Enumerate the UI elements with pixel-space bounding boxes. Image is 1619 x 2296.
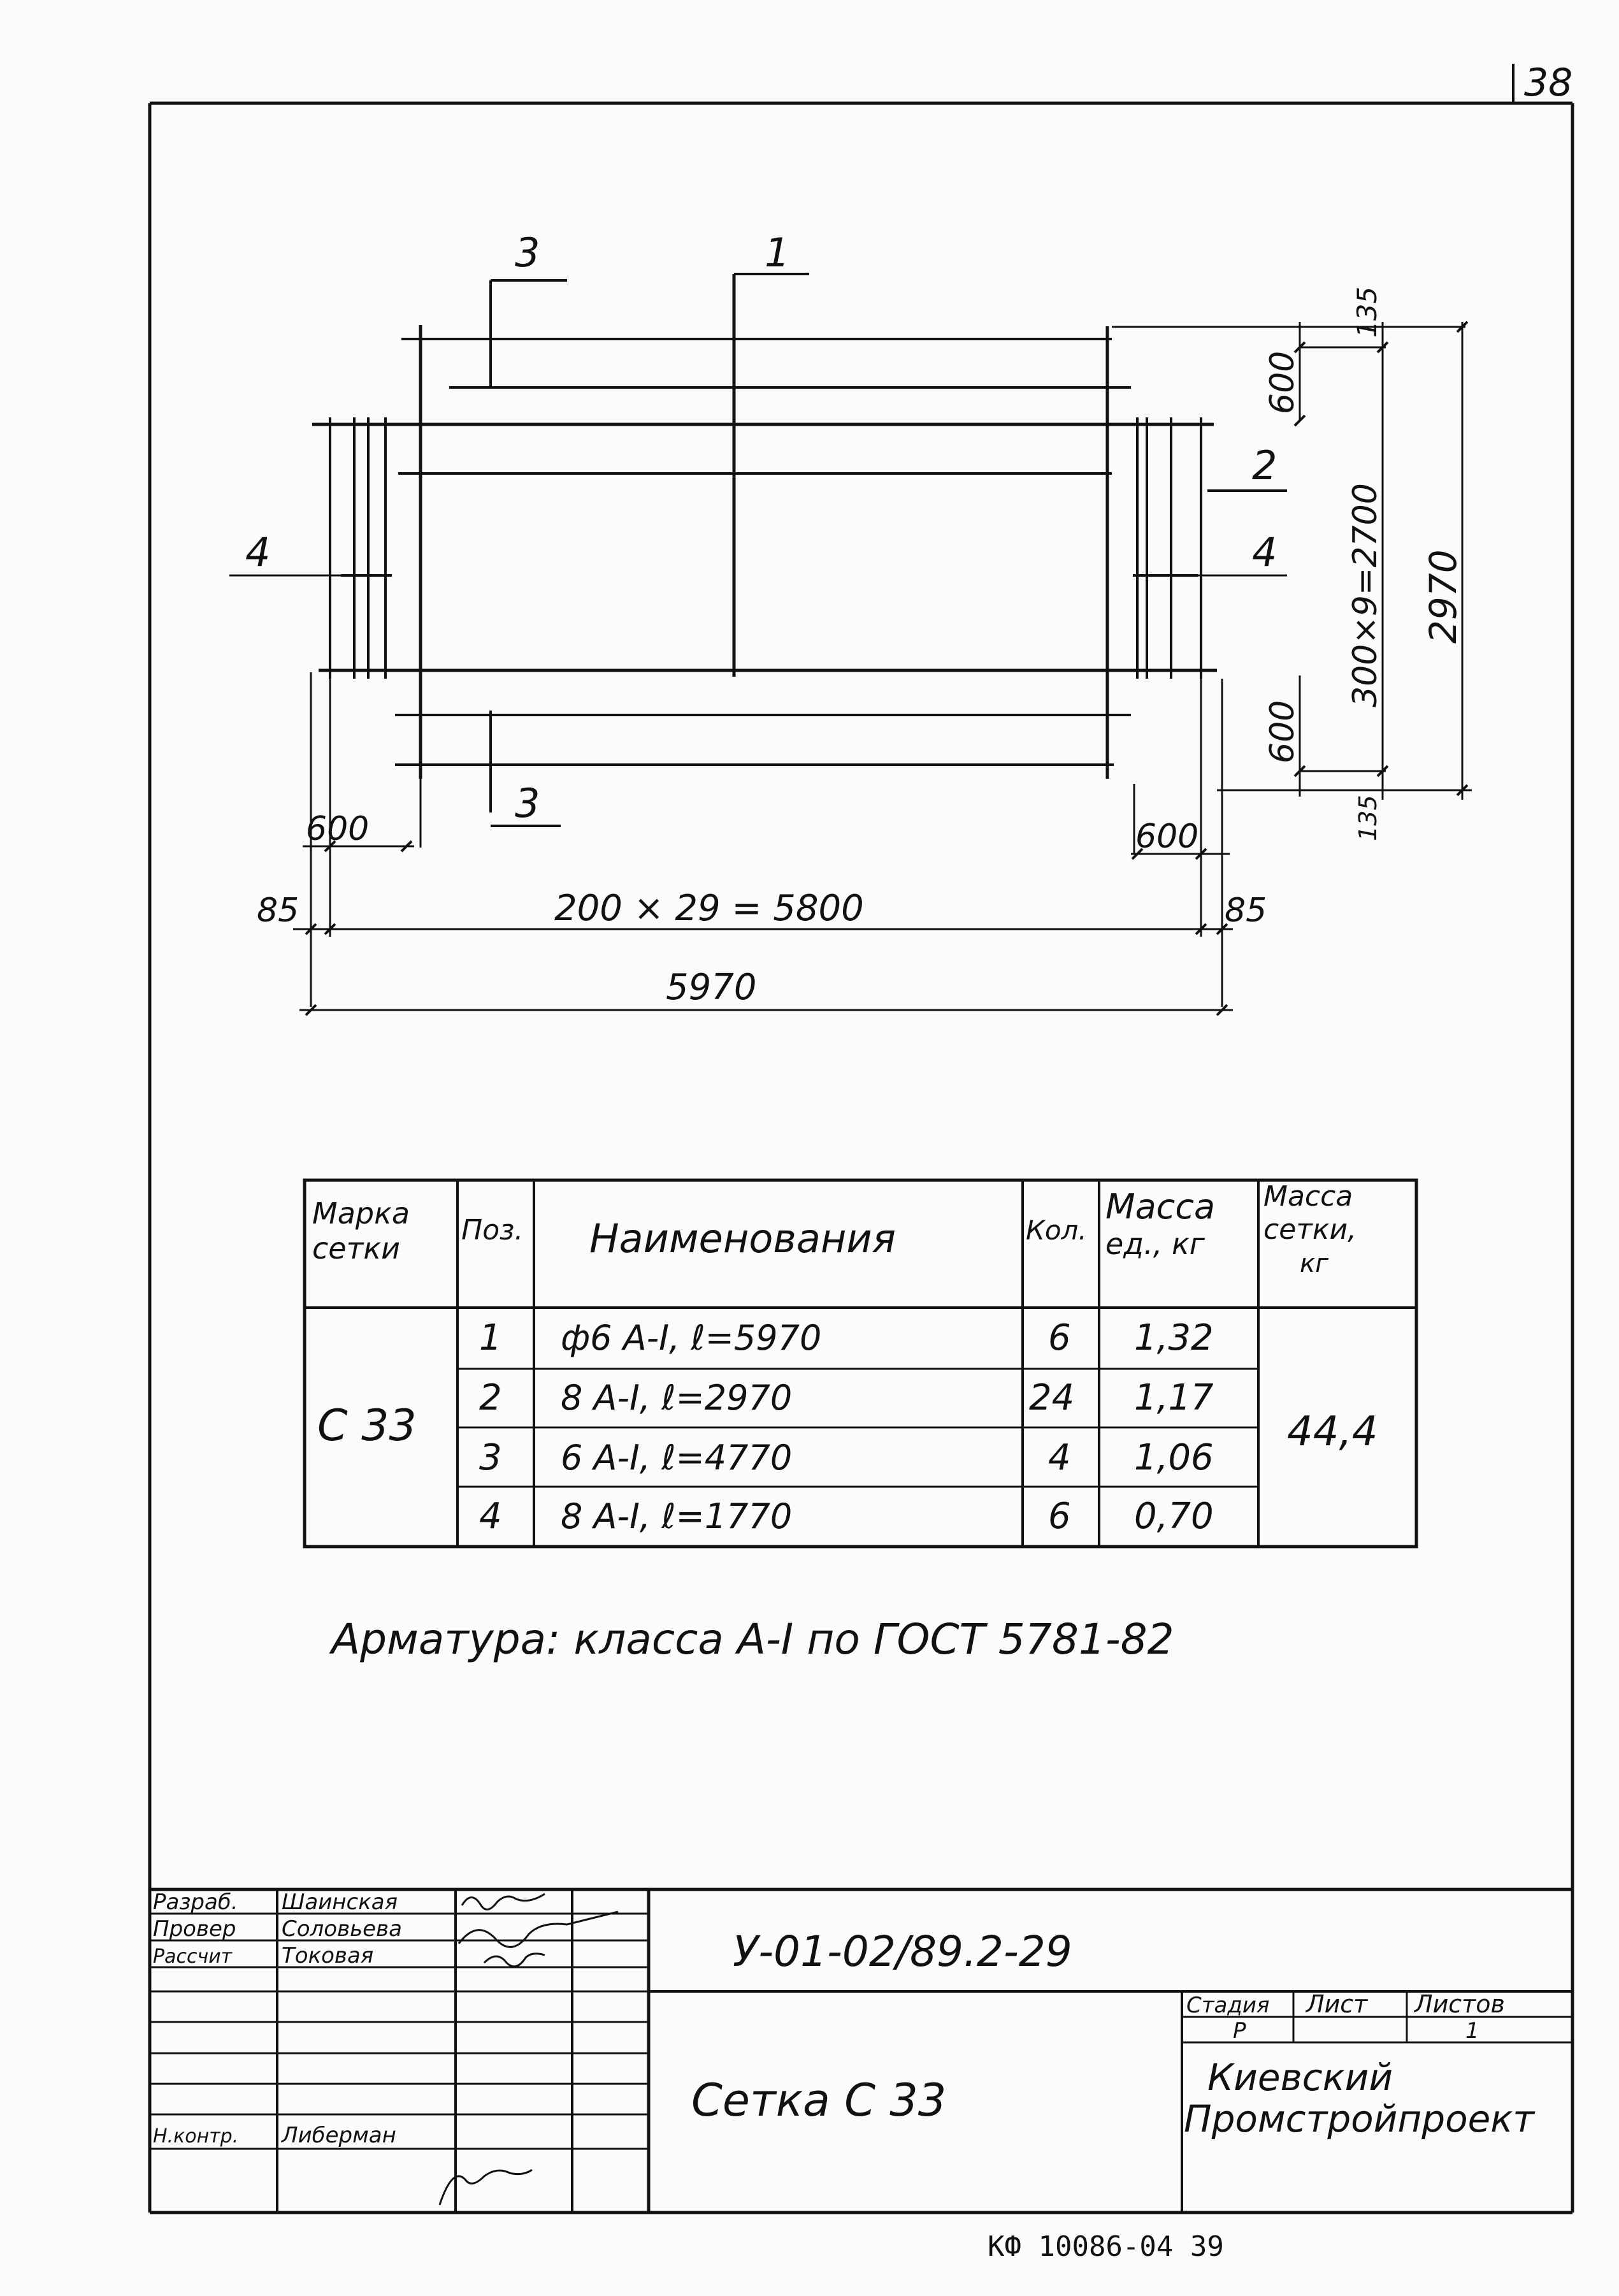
table-row	[479, 1317, 1214, 1359]
dim-top-600: 600	[1263, 350, 1302, 414]
reinforcement-note: Арматура: класса А-I по ГОСТ 5781-82	[331, 1615, 1174, 1664]
dim-pitch-vertical: 300×9=2700	[1346, 483, 1385, 707]
role-checker: Провер	[153, 1916, 236, 1942]
sheets-value: 1	[1465, 2018, 1479, 2044]
row-name: ф6 А-I, ℓ=5970	[561, 1318, 822, 1358]
name-calculator: Токовая	[282, 1943, 374, 1968]
callout-pos4-right: 4	[1252, 529, 1277, 575]
header-total-mass-3: кг	[1300, 1249, 1329, 1278]
row-pos: 4	[479, 1496, 502, 1537]
header-name: Наименования	[589, 1215, 896, 1262]
stage-value: Р	[1233, 2018, 1246, 2044]
mesh-mark: С 33	[317, 1401, 417, 1451]
header-mark-2: сетки	[312, 1231, 401, 1266]
row-qty: 4	[1048, 1437, 1071, 1478]
row-qty: 24	[1029, 1377, 1075, 1419]
organization-line2: Промстройпроект	[1184, 2097, 1535, 2141]
name-norm-control: Либерман	[282, 2123, 396, 2148]
organization-line1: Киевский	[1207, 2056, 1393, 2099]
row-unit-mass: 1,06	[1134, 1437, 1214, 1478]
mesh-total-mass: 44,4	[1287, 1408, 1378, 1455]
role-norm-control: Н.контр.	[153, 2125, 239, 2148]
row-qty: 6	[1048, 1317, 1071, 1359]
dim-top-offset: 135	[1351, 286, 1383, 338]
callout-pos2: 2	[1252, 442, 1277, 489]
role-developer: Разраб.	[153, 1889, 238, 1915]
table-row	[479, 1437, 1214, 1478]
row-pos: 2	[479, 1377, 502, 1419]
header-total-mass-2: сетки,	[1263, 1213, 1357, 1246]
stage-header: Стадия	[1186, 1993, 1270, 2018]
dim-left-85: 85	[257, 892, 299, 930]
header-unit-mass: Масса	[1105, 1187, 1216, 1227]
table-row	[479, 1377, 1214, 1419]
dim-right-85: 85	[1225, 892, 1267, 930]
signature-norm-control	[440, 2170, 532, 2205]
row-unit-mass: 1,17	[1134, 1377, 1214, 1419]
name-checker: Соловьева	[282, 1916, 402, 1942]
header-mark: Марка	[312, 1196, 410, 1231]
row-pos: 1	[479, 1317, 502, 1359]
signature-checker	[459, 1912, 618, 1947]
row-pos: 3	[479, 1437, 502, 1478]
footer-code: КФ 10086-04 39	[988, 2230, 1224, 2263]
signature-calculator	[484, 1954, 545, 1967]
row-name: 8 А-I, ℓ=2970	[561, 1378, 793, 1418]
signature-developer	[462, 1894, 545, 1909]
document-code: У-01-02/89.2-29	[733, 1927, 1072, 1976]
header-pos: Поз.	[461, 1214, 524, 1246]
header-total-mass: Масса	[1263, 1180, 1353, 1213]
dim-right-600: 600	[1135, 818, 1199, 856]
callout-pos3-top: 3	[515, 229, 540, 276]
dim-total-height: 2970	[1421, 549, 1465, 644]
row-unit-mass: 0,70	[1134, 1496, 1214, 1537]
drawing-title: Сетка С 33	[691, 2074, 947, 2126]
sheet-header: Лист	[1306, 1990, 1368, 2018]
row-name: 6 А-I, ℓ=4770	[561, 1438, 793, 1478]
header-unit-mass-2: ед., кг	[1105, 1227, 1205, 1261]
callout-pos3-bottom: 3	[515, 780, 540, 827]
spec-table-header	[312, 1180, 1356, 1278]
dim-left-600: 600	[306, 810, 370, 848]
row-name: 8 А-I, ℓ=1770	[561, 1496, 793, 1536]
dim-pitch-horizontal: 200 × 29 = 5800	[554, 888, 864, 929]
sheets-header: Листов	[1414, 1990, 1505, 2018]
row-qty: 6	[1048, 1496, 1071, 1537]
callout-pos4-left: 4	[245, 529, 271, 575]
dim-total-width: 5970	[666, 967, 757, 1008]
dim-bottom-600: 600	[1263, 700, 1302, 763]
callout-pos1: 1	[765, 229, 790, 276]
row-unit-mass: 1,32	[1134, 1317, 1214, 1359]
sheet-number: 38	[1524, 61, 1573, 105]
name-developer: Шаинская	[282, 1889, 398, 1915]
table-row	[479, 1496, 1214, 1537]
dim-bottom-offset: 135	[1354, 795, 1382, 841]
header-qty: Кол.	[1026, 1215, 1087, 1246]
role-calculator: Рассчит	[153, 1946, 233, 1968]
